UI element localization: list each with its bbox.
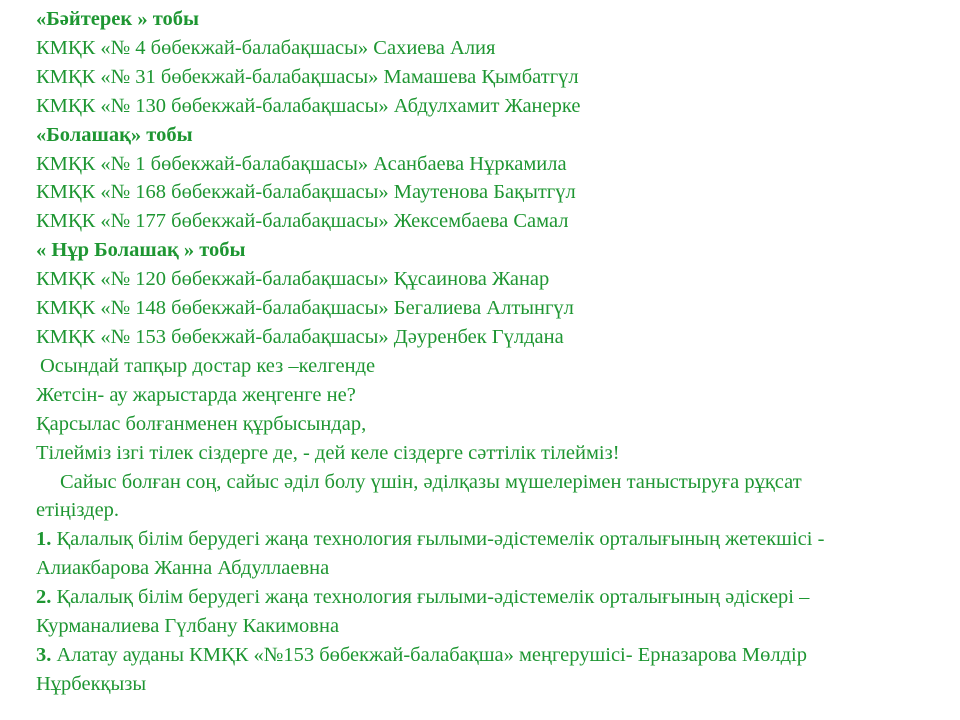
group-member: КМҚК «№ 31 бөбекжай-балабақшасы» Мамашева Қымбатгүл bbox=[36, 65, 579, 88]
jury-text: Қалалық білім берудегі жаңа технология ғылыми-әдістемелік орталығының жетекшісі - Алиакбарова Жанна Абдуллаевна bbox=[36, 528, 825, 580]
group-member: КМҚК «№ 153 бөбекжай-балабақшасы» Дәуренбек Гүлдана bbox=[36, 325, 564, 348]
group-member: КМҚК «№ 120 бөбекжай-балабақшасы» Құсаинова Жанар bbox=[36, 268, 550, 291]
jury-text: Алатау ауданы КМҚК «№153 бөбекжай-балабақша» меңгерушісі- Ерназарова Мөлдір Нұрбекқызы bbox=[36, 643, 807, 695]
poem-line: Қарсылас болғанменен құрбысындар, bbox=[36, 412, 367, 435]
group-member: КМҚК «№ 4 бөбекжай-балабақшасы» Сахиева Алия bbox=[36, 36, 496, 59]
poem-line: Тілейміз ізгі тілек сіздерге де, - дей келе сіздерге сәттілік тілейміз! bbox=[36, 441, 620, 464]
jury-text: Қалалық білім берудегі жаңа технология ғылыми-әдістемелік орталығының әдіскері – Курманалиева Гүлбану Какимовна bbox=[36, 586, 810, 638]
jury-item bbox=[36, 525, 851, 583]
jury-number: 1. bbox=[36, 528, 52, 551]
jury-number: 3. bbox=[36, 643, 52, 666]
document-page bbox=[36, 5, 946, 699]
group-member: КМҚК «№ 148 бөбекжай-балабақшасы» Бегалиева Алтынгүл bbox=[36, 297, 574, 320]
poem-line: Осындай тапқыр достар кез –келгенде bbox=[40, 354, 376, 377]
group-member: КМҚК «№ 130 бөбекжай-балабақшасы» Абдулхамит Жанерке bbox=[36, 94, 581, 117]
jury-item bbox=[36, 641, 881, 699]
group-title-1: «Бәйтерек » тобы bbox=[36, 8, 199, 30]
group-title-2: «Болашақ» тобы bbox=[36, 123, 193, 146]
jury-number: 2. bbox=[36, 586, 52, 609]
jury-item bbox=[36, 583, 936, 641]
group-member: КМҚК «№ 1 бөбекжай-балабақшасы» Асанбаева Нұркамила bbox=[36, 152, 567, 175]
poem-line: Жетсін- ау жарыстарда жеңгенге не? bbox=[36, 383, 356, 406]
group-member: КМҚК «№ 168 бөбекжай-балабақшасы» Маутенова Бақытгүл bbox=[36, 181, 576, 204]
jury-intro: Сайыс болған соң, сайыс әділ болу үшін, әділқазы мүшелерімен таныстыруға рұқсат етіңіздер. bbox=[36, 470, 802, 522]
group-member: КМҚК «№ 177 бөбекжай-балабақшасы» Жексембаева Самал bbox=[36, 210, 569, 233]
group-title-3: « Нұр Болашақ » тобы bbox=[36, 239, 246, 262]
